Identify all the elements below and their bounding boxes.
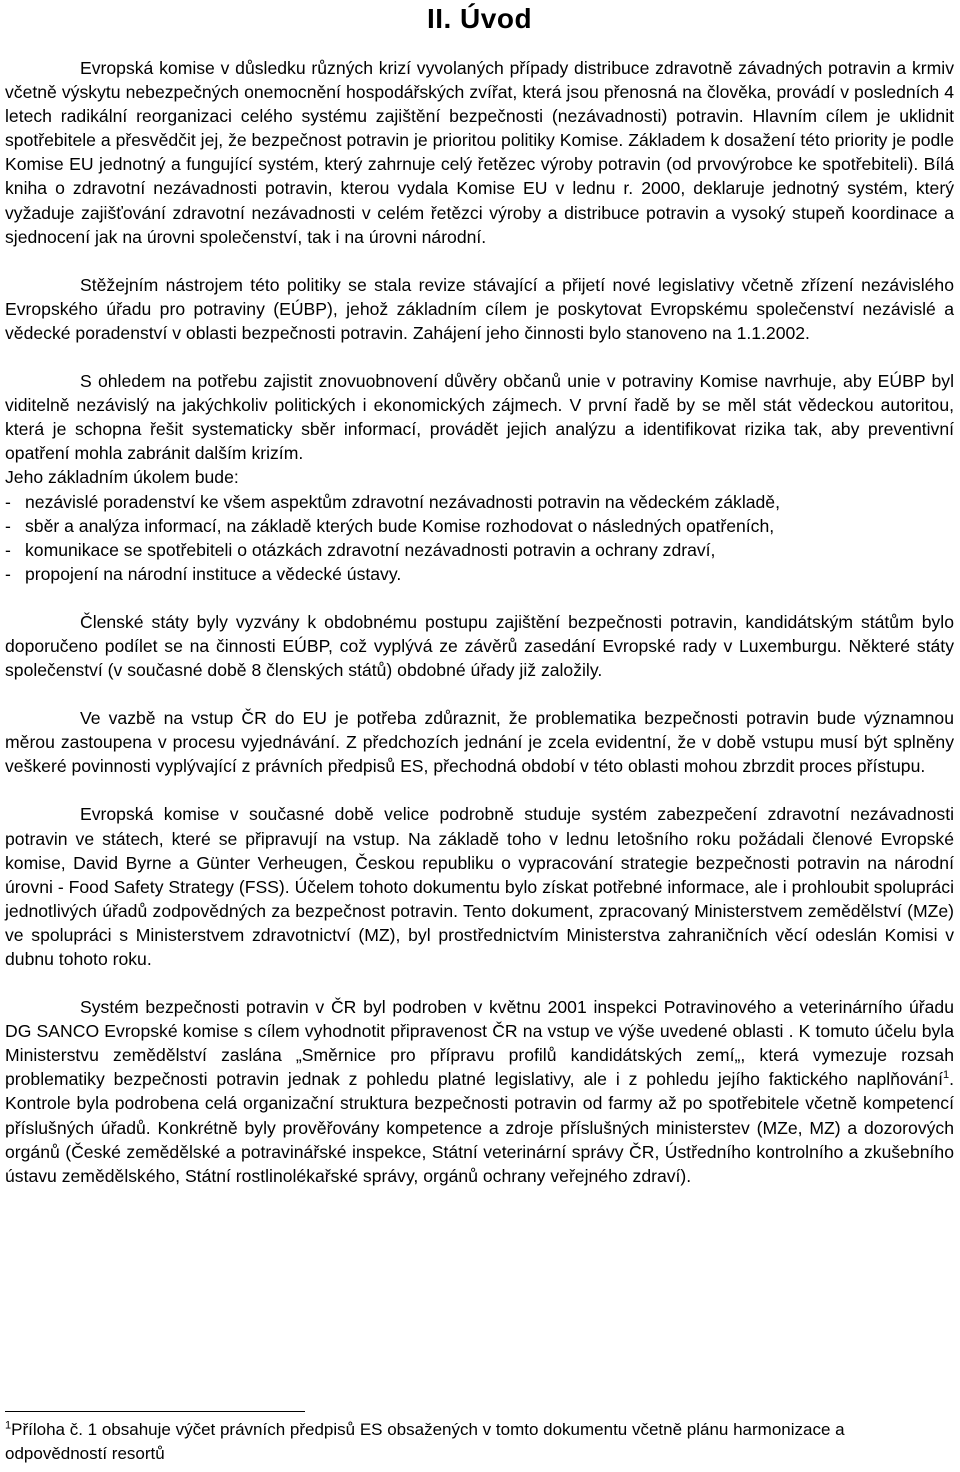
list-dash: - (5, 515, 11, 536)
inspection-text-end: . Kontrole byla podrobena celá organizační struktura bezpečnosti potravin od farmy až po spotřebitele včetně kompetencí příslušných úřadů. Konkrétně byly prověřovány kompetence a zdroje příslušných ministerstev (MZe, MZ) a dozorových orgánů (České zemědělské a potravinářské inspekce, Státní veterinární správy ČR, Ústředního kontrolního a zkušebního ústavu zemědělského, Státní rostlinolékařské správy, orgánů ochrany veřejného zdraví). (5, 1069, 954, 1186)
footnote-reference[interactable]: 1 (942, 1069, 950, 1082)
footnote-text: Příloha č. 1 obsahuje výčet právních předpisů ES obsažených v tomto dokumentu včetně plánu harmonizace a odpovědností resortů (5, 1420, 845, 1463)
tasks-intro: Jeho základním úkolem bude: (5, 467, 239, 488)
list-dash: - (5, 563, 11, 584)
body-text (5, 56, 954, 1188)
footnote-separator (5, 1411, 305, 1412)
paragraph-intro: Evropská komise v důsledku různých krizí vyvolaných případy distribuce zdravotně závadných potravin a krmiv včetně výskytu nebezpečných onemocnění hospodářských zvířat, která jsou přenosná na člověka, provádí v posledních 4 letech radikální reorganizaci celého systému zajištění bezpečnosti (nezávadnosti) potravin. Hlavním cílem je uklidnit spotřebitele a přesvědčit jej, že bezpečnost potravin je prioritou politiky Komise. Základem k dosažení této priority je podle Komise EU jednotný a fungující systém, který zahrnuje celý řetězec výroby potravin (od prvovýrobce ke spotřebiteli). Bílá kniha o zdravotní nezávadnosti potravin, kterou vydala Komise EU v lednu r. 2000, deklaruje jednotný systém, který vyžaduje zajišťování zdravotní nezávadnosti v celém řetězci výroby a distribuce potravin a vysoký stupeň koordinace a sjednocení jak na úrovni společenství, tak i na úrovni národní. (5, 58, 954, 247)
list-dash: - (5, 539, 11, 560)
paragraph-inspection (5, 995, 954, 1188)
list-item (5, 514, 954, 538)
list-item (5, 562, 954, 586)
section-title: II. Úvod (426, 3, 533, 34)
paragraph-trust: S ohledem na potřebu zajistit znovuobnovení důvěry občanů unie v potraviny Komise navrhuje, aby EÚBP byl viditelně nezávislý na jakýchkoliv politických i ekonomických zájmech. V první řadě by se měl stát vědeckou autoritou, která je schopna řešit systematicky sběr informací, provádět jejich analýzu a identifikovat rizika tak, aby preventivní opatření mohla zabránit dalším krizím. (5, 371, 954, 464)
list-item (5, 538, 954, 562)
list-item-text: sběr a analýza informací, na základě kterých bude Komise rozhodovat o následných opatřeních, (25, 515, 775, 536)
task-list (5, 490, 954, 586)
footnote (5, 1418, 905, 1466)
paragraph-accession: Ve vazbě na vstup ČR do EU je potřeba zdůraznit, že problematika bezpečnosti potravin bude významnou měrou zastoupena v procesu vyjednávání. Z předchozích jednání je zcela evidentní, že v době vstupu musí být splněny veškeré povinnosti vyplývající z právních předpisů ES, přechodná období v této oblasti mohou zbrzdit proces přístupu. (5, 708, 954, 777)
paragraph-member-states: Členské státy byly vyzvány k obdobnému postupu zajištění bezpečnosti potravin, kandidátským státům bylo doporučeno podílet se na činnosti EÚBP, což vyplývá ze závěrů zasedání Evropské rady v Luxemburgu. Některé státy společenství (v současné době 8 členských států) obdobné úřady již založily. (5, 611, 954, 681)
paragraph-fss: Evropská komise v současné době velice podrobně studuje systém zabezpečení zdravotní nezávadnosti potravin ve státech, které se připravují na vstup. Na základě toho v lednu letošního roku požádali členové Evropské komise, David Byrne a Günter Verheugen, Českou republiku o vypracování strategie bezpečnosti potravin na národní úrovni - Food Safety Strategy (FSS). Účelem tohoto dokumentu bylo získat potřebné informace, ale i prohloubit spolupráci jednotlivých úřadů zodpovědných za bezpečnost potravin. Tento dokument, zpracovaný Ministerstvem zemědělství (MZe) ve spolupráci s Ministerstvem zdravotnictví (MZ), byl prostřednictvím Ministerstva zahraničních věcí odeslán Komisi v dubnu tohoto roku. (5, 804, 954, 969)
paragraph-euba: Stěžejním nástrojem této politiky se stala revize stávající a přijetí nové legislativy včetně zřízení nezávislého Evropského úřadu pro potraviny (EÚBP), jehož základním cílem je poskytovat Evropskému společenství nezávislé a vědecké poradenství v oblasti bezpečnosti potravin. Zahájení jeho činnosti bylo stanoveno na 1.1.2002. (5, 274, 954, 343)
list-item-text: propojení na národní instituce a vědecké ústavy. (25, 563, 402, 584)
list-item-text: nezávislé poradenství ke všem aspektům zdravotní nezávadnosti potravin na vědeckém základě, (25, 491, 780, 512)
list-dash: - (5, 491, 11, 512)
inspection-text-start: Systém bezpečnosti potravin v ČR byl podroben v květnu 2001 inspekci Potravinového a veterinárního úřadu DG SANCO Evropské komise s cílem vyhodnotit připravenost ČR na vstup ve výše uvedené oblasti . K tomuto účelu byla Ministerstvu zemědělství zaslána „Směrnice pro přípravu profilů kandidátských zemí„, která vymezuje rozsah problematiky bezpečnosti potravin jednak z pohledu platné legislativy, ale i z pohledu jejího faktického naplňování (5, 997, 954, 1090)
task-block (5, 369, 954, 586)
footnote-number: 1 (5, 1419, 12, 1432)
list-item (5, 490, 954, 514)
list-item-text: komunikace se spotřebiteli o otázkách zdravotní nezávadnosti potravin a ochrany zdraví, (25, 539, 716, 560)
